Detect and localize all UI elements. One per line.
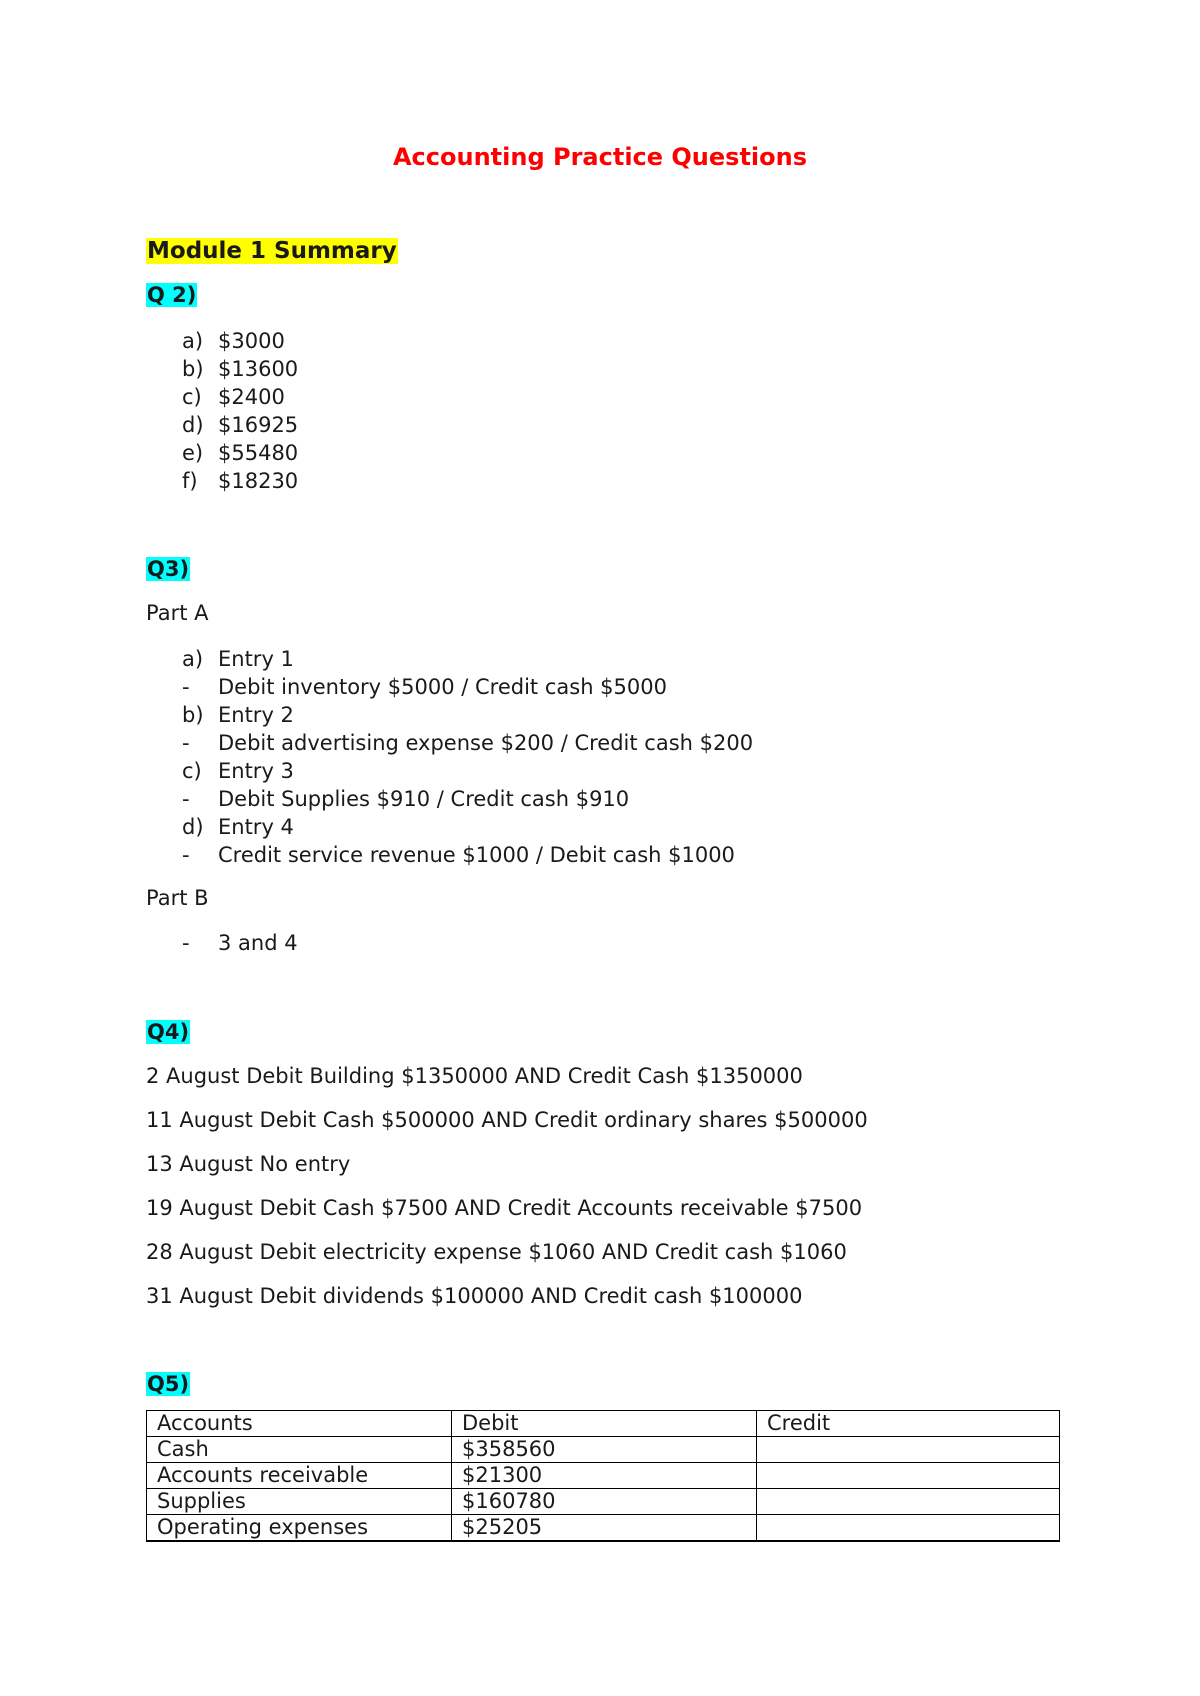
table-cell bbox=[757, 1489, 1060, 1515]
journal-line: 11 August Debit Cash $500000 AND Credit ordinary shares $500000 bbox=[146, 1108, 868, 1132]
list-marker: b) bbox=[182, 703, 204, 727]
q2-heading-text: Q 2) bbox=[147, 283, 197, 307]
list-text: $3000 bbox=[218, 329, 285, 353]
journal-line: 19 August Debit Cash $7500 AND Credit Accounts receivable $7500 bbox=[146, 1196, 863, 1220]
q3-heading-text: Q3) bbox=[147, 557, 190, 581]
table-cell: $25205 bbox=[452, 1515, 757, 1542]
q3-part-b-label bbox=[146, 886, 209, 911]
table-row bbox=[147, 1489, 1060, 1515]
list-text: 3 and 4 bbox=[218, 931, 298, 955]
part-b-text: Part B bbox=[146, 886, 209, 910]
list-marker: c) bbox=[182, 759, 202, 783]
journal-line: 2 August Debit Building $1350000 AND Credit Cash $1350000 bbox=[146, 1064, 803, 1088]
table-cell: $160780 bbox=[452, 1489, 757, 1515]
table-cell bbox=[757, 1463, 1060, 1489]
list-text: Debit advertising expense $200 / Credit cash $200 bbox=[218, 731, 754, 755]
table-cell: $358560 bbox=[452, 1437, 757, 1463]
list-text: Debit Supplies $910 / Credit cash $910 bbox=[218, 787, 630, 811]
table-cell bbox=[757, 1437, 1060, 1463]
journal-line: 13 August No entry bbox=[146, 1152, 351, 1176]
list-text: $2400 bbox=[218, 385, 285, 409]
list-text: Debit inventory $5000 / Credit cash $5000 bbox=[218, 675, 667, 699]
table-row bbox=[147, 1515, 1060, 1542]
list-text: Credit service revenue $1000 / Debit cash $1000 bbox=[218, 843, 735, 867]
list-text: Entry 2 bbox=[218, 703, 294, 727]
list-marker: - bbox=[182, 731, 190, 755]
list-text: Entry 1 bbox=[218, 647, 294, 671]
document-title: Accounting Practice Questions bbox=[392, 143, 808, 171]
q2-heading bbox=[146, 283, 197, 308]
list-text: $18230 bbox=[218, 469, 299, 493]
module-heading-text: Module 1 Summary bbox=[147, 238, 397, 264]
table-cell: Accounts receivable bbox=[147, 1463, 452, 1489]
table-cell bbox=[757, 1515, 1060, 1542]
list-marker: - bbox=[182, 787, 190, 811]
list-marker: f) bbox=[182, 469, 198, 493]
column-header: Debit bbox=[452, 1411, 757, 1437]
column-header: Credit bbox=[757, 1411, 1060, 1437]
list-marker: - bbox=[182, 843, 190, 867]
list-text: Entry 4 bbox=[218, 815, 294, 839]
trial-balance-table bbox=[146, 1410, 1060, 1542]
list-text: $16925 bbox=[218, 413, 299, 437]
list-marker: a) bbox=[182, 329, 204, 353]
list-marker: d) bbox=[182, 413, 204, 437]
list-marker: - bbox=[182, 931, 190, 955]
q5-heading bbox=[146, 1372, 190, 1397]
list-marker: e) bbox=[182, 441, 204, 465]
journal-line: 28 August Debit electricity expense $1060 AND Credit cash $1060 bbox=[146, 1240, 847, 1264]
table-cell: Supplies bbox=[147, 1489, 452, 1515]
list-text: $13600 bbox=[218, 357, 299, 381]
q5-heading-text: Q5) bbox=[147, 1372, 190, 1396]
column-header: Accounts bbox=[147, 1411, 452, 1437]
list-marker: d) bbox=[182, 815, 204, 839]
q3-heading bbox=[146, 557, 190, 582]
list-text: Entry 3 bbox=[218, 759, 294, 783]
list-text: $55480 bbox=[218, 441, 299, 465]
module-heading bbox=[146, 238, 398, 266]
list-marker: c) bbox=[182, 385, 202, 409]
list-marker: b) bbox=[182, 357, 204, 381]
table-cell: Operating expenses bbox=[147, 1515, 452, 1542]
list-marker: a) bbox=[182, 647, 204, 671]
table-row bbox=[147, 1463, 1060, 1489]
table-header-row bbox=[147, 1411, 1060, 1437]
q4-heading-text: Q4) bbox=[147, 1020, 190, 1044]
journal-line: 31 August Debit dividends $100000 AND Credit cash $100000 bbox=[146, 1284, 803, 1308]
table-cell: Cash bbox=[147, 1437, 452, 1463]
q3-part-a-label bbox=[146, 601, 209, 626]
part-a-text: Part A bbox=[146, 601, 209, 625]
table-cell: $21300 bbox=[452, 1463, 757, 1489]
list-marker: - bbox=[182, 675, 190, 699]
table-row bbox=[147, 1437, 1060, 1463]
q4-heading bbox=[146, 1020, 190, 1045]
